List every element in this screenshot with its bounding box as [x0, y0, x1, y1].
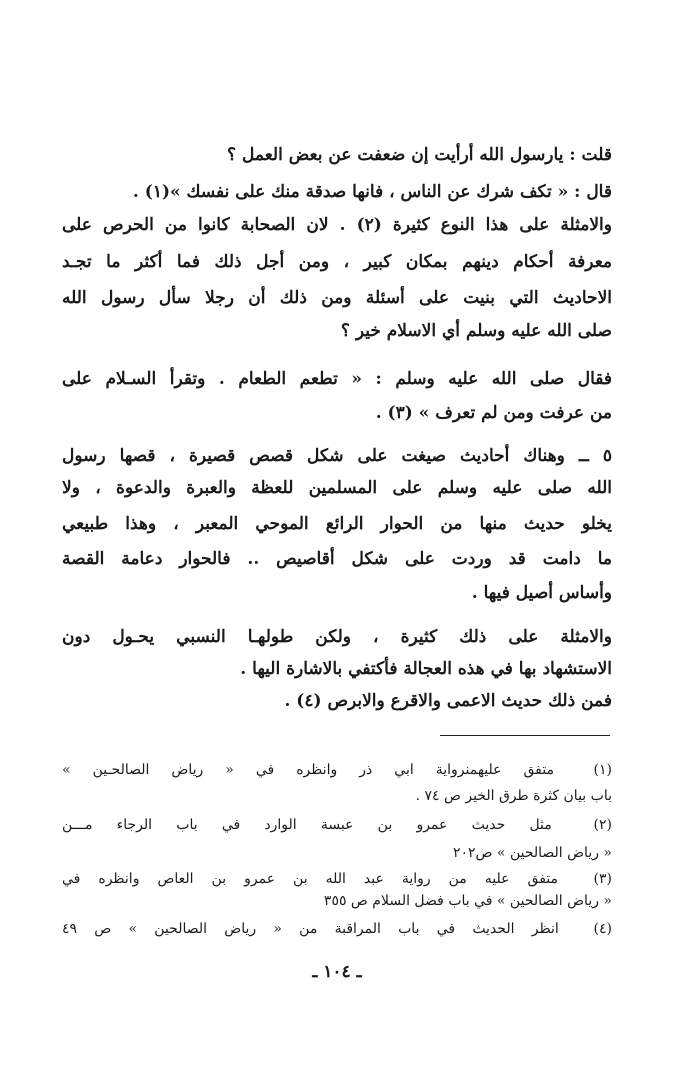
footnote-2-line-1: [62, 812, 612, 838]
footnote-number: (٣): [593, 871, 612, 887]
footnote-text: متفق عليهمنرواية ابي ذر وانظره في « رياض الصالحـين »: [62, 762, 554, 778]
body-line-6: صلى الله عليه وسلم أي الاسلام خير ؟: [340, 321, 612, 341]
body-line-5: الاحاديث التي بنيت على أسئلة ومن ذلك أن رجلا سأل رسول الله: [62, 288, 612, 308]
page-number: ـ ١٠٤ ـ: [312, 962, 362, 982]
footnote-3-line-2: [62, 888, 612, 914]
body-line-3: والامثلة على هذا النوع كثيرة (٢) . لان الصحابة كانوا من الحرص على: [62, 215, 612, 235]
body-line-16: فمن ذلك حديث الاعمى والاقرع والابرص (٤) .: [284, 691, 612, 711]
body-line-8: من عرفت ومن لم تعرف » (٣) .: [375, 403, 612, 423]
footnote-1-line-2: [62, 783, 612, 809]
body-line-7: فقال صلى الله عليه وسلم : « تطعم الطعام . وتقرأ السـلام على: [62, 369, 612, 389]
footnote-text: باب بيان كثرة طرق الخير ص ٧٤ .: [415, 788, 612, 804]
footnote-text: انظر الحديث في باب المراقبة من « رياض الصالحين » ص ٤٩: [62, 921, 559, 937]
body-line-12: ما دامت قد وردت على شكل أقاصيص .. فالحوار دعامة القصة: [62, 549, 612, 569]
footnote-4-line-1: [62, 916, 612, 942]
footnote-number: (٤): [593, 921, 612, 937]
footnote-text: مثل حديث عمرو بن عبسة الوارد في باب الرجاء مـــن: [62, 817, 552, 833]
body-line-15: الاستشهاد بها في هذه العجالة فأكتفي بالاشارة اليها .: [240, 659, 612, 679]
body-line-1: قلت : يارسول الله أرأيت إن ضعفت عن بعض العمل ؟: [227, 145, 612, 165]
footnote-2-line-2: [62, 840, 612, 866]
footnote-text: « رياض الصالحين » في باب فضل السلام ص ٣٥٥: [323, 893, 612, 909]
footnote-number: (١): [593, 762, 612, 778]
body-line-13: وأساس أصيل فيها .: [471, 583, 612, 603]
body-line-11: يخلو حديث منها من الحوار الرائع الموحي المعبر ، وهذا طبيعي: [62, 514, 612, 534]
body-line-4: معرفة أحكام دينهم بمكان كبير ، ومن أجل ذلك فما أكثر ما تجـد: [62, 252, 612, 272]
body-line-10: الله صلى عليه وسلم على المسلمين للعظة والعبرة والدعوة ، ولا: [62, 478, 612, 498]
body-line-2: قال : « تكف شرك عن الناس ، فانها صدقة منك على نفسك »(١) .: [132, 182, 612, 202]
body-line-14: والامثلة على ذلك كثيرة ، ولكن طولهـا النسبي يحـول دون: [62, 627, 612, 647]
footnote-1-line-1: [62, 757, 612, 783]
footnote-text: « رياض الصالحين » ص٢٠٢: [452, 845, 612, 861]
footnote-text: متفق عليه من رواية عبد الله بن عمرو بن العاص وانظره في: [62, 871, 558, 887]
body-line-9: ٥ ــ وهناك أحاديث صيغت على شكل قصص قصيرة ، قصها رسول: [62, 446, 612, 466]
footnote-separator: [440, 735, 610, 736]
footnote-number: (٢): [593, 817, 612, 833]
